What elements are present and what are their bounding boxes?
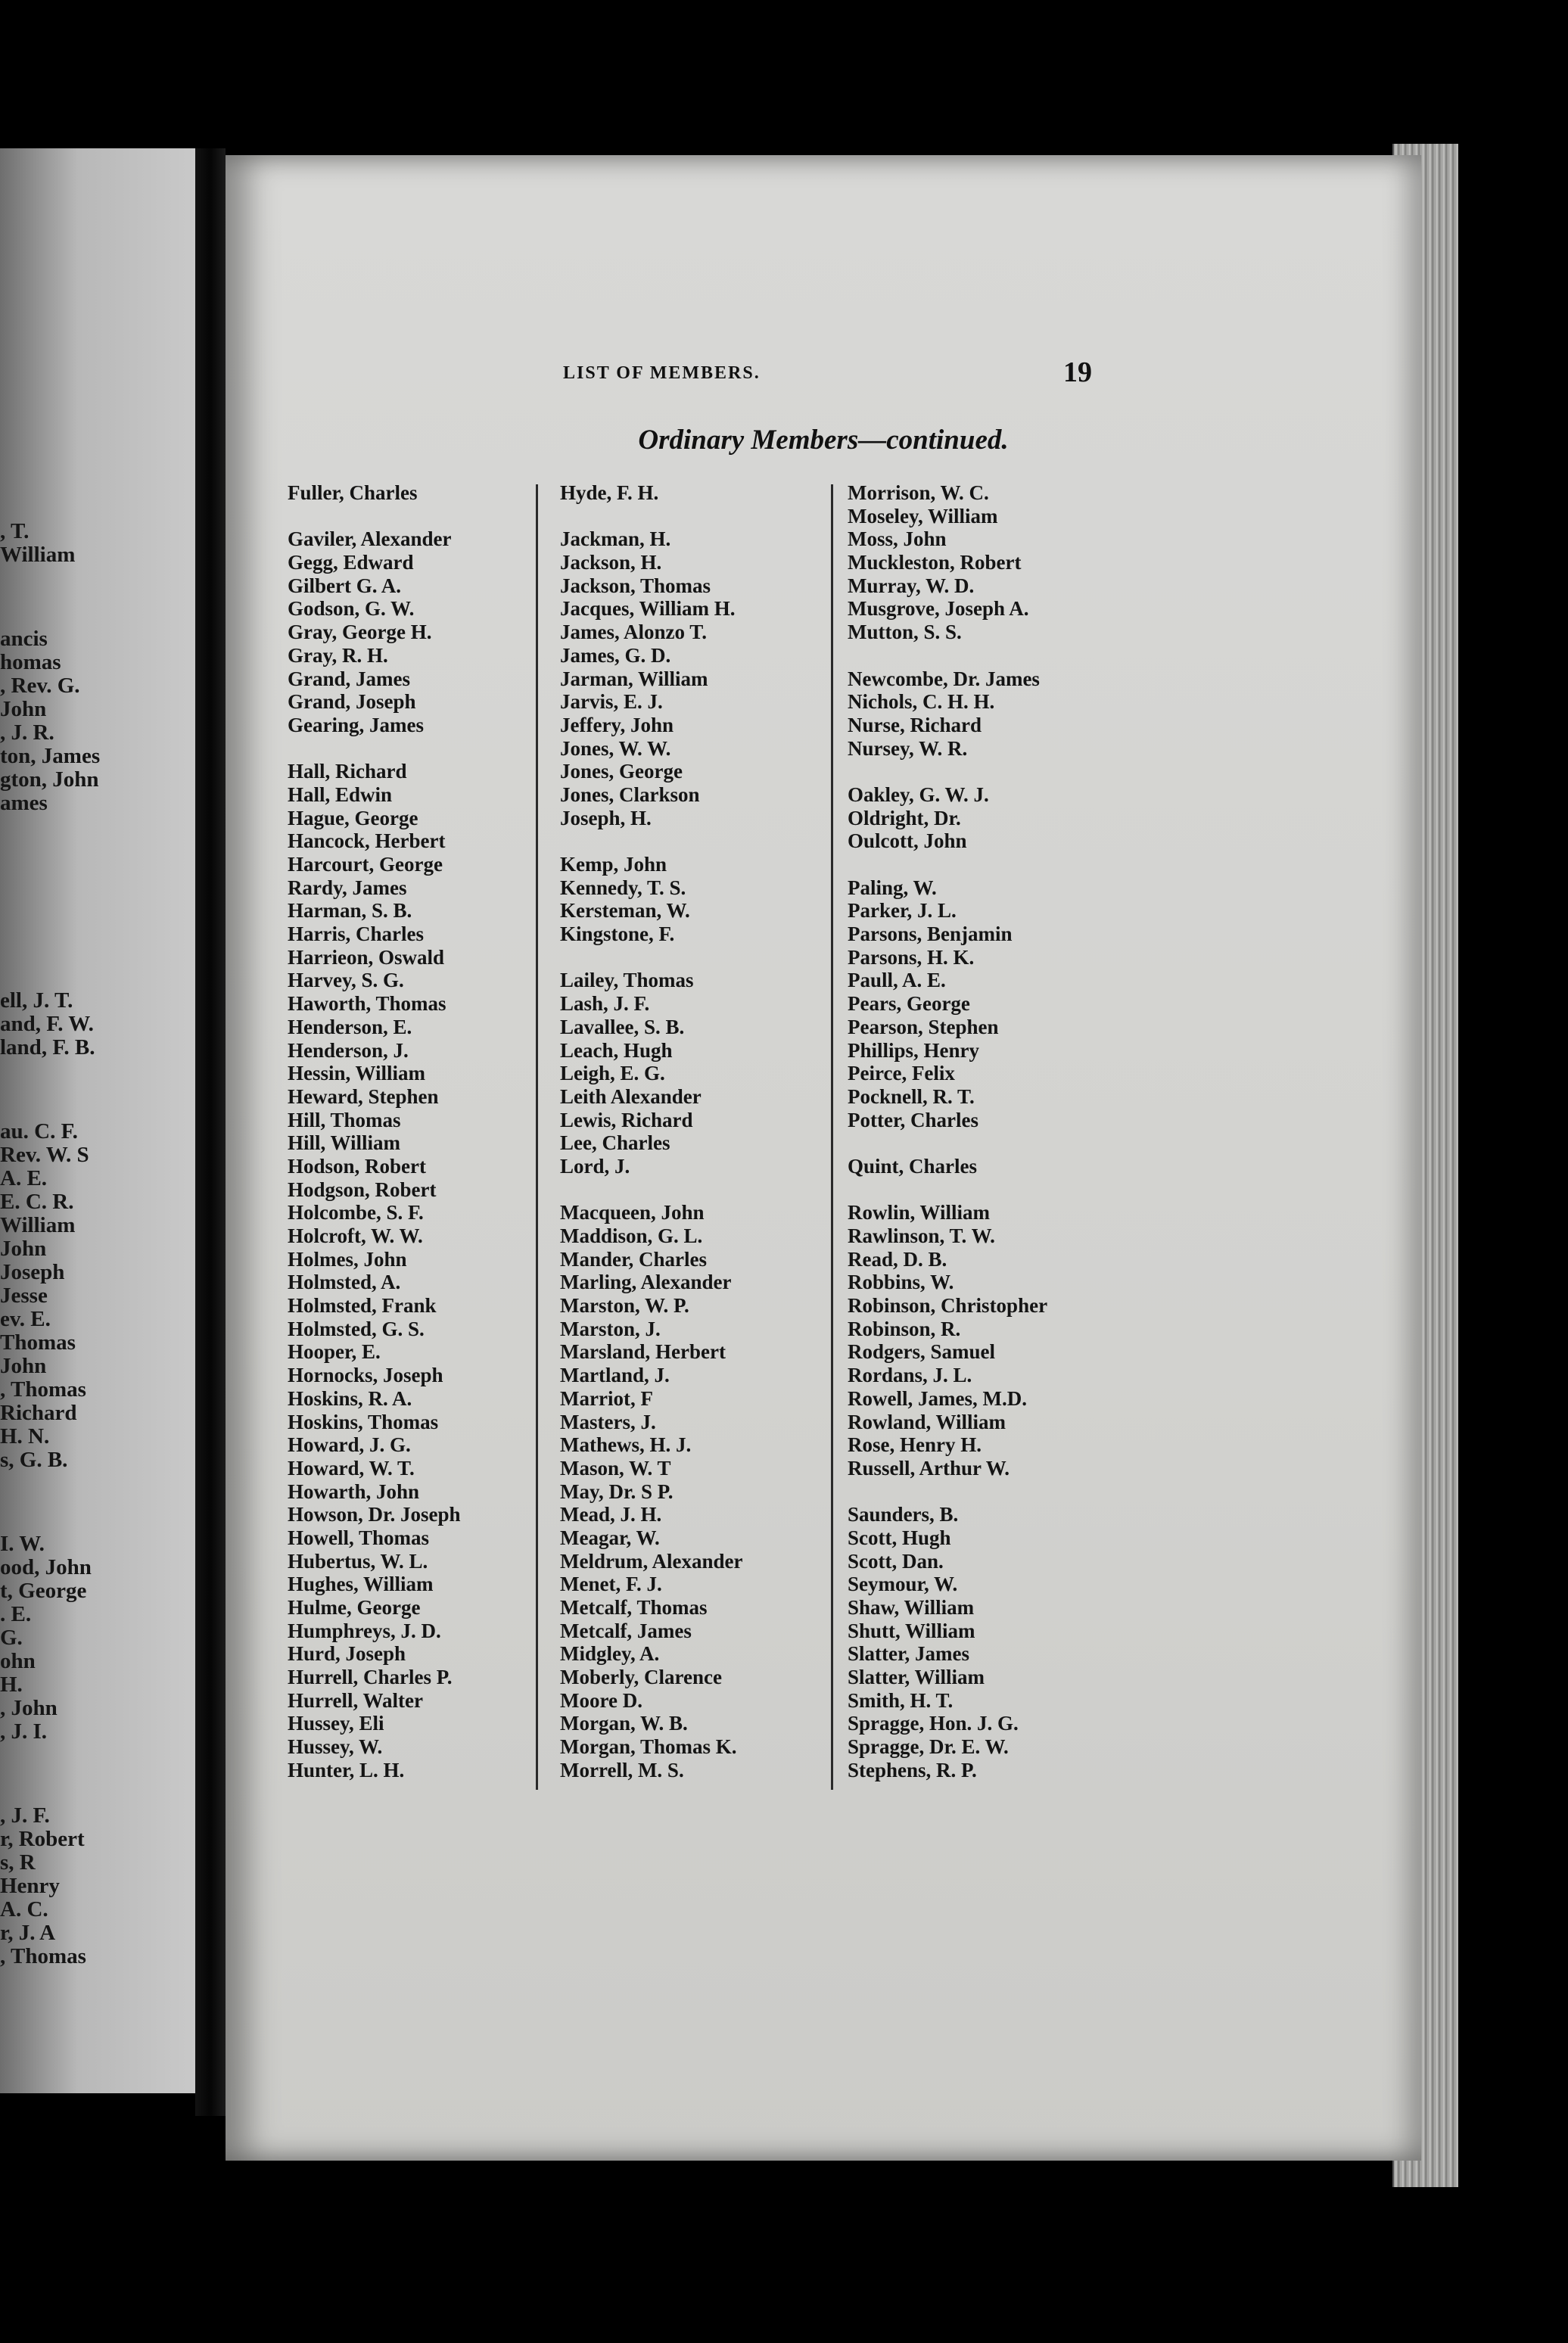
member-entry: Mathews, H. J. [560,1433,692,1457]
left-page-fragment: ames [0,791,48,815]
member-entry: Jarman, William [560,667,708,690]
member-entry: Fuller, Charles [288,481,418,504]
member-entry: Lailey, Thomas [560,969,694,992]
member-entry: Hessin, William [288,1062,426,1085]
member-entry: Grand, Joseph [288,690,416,714]
member-entry: Hussey, W. [288,1735,383,1759]
member-entry: Harrieon, Oswald [288,945,444,969]
member-entry: Spragge, Dr. E. W. [848,1735,1009,1759]
member-entry: Jacques, William H. [560,597,736,621]
member-entry: Midgley, A. [560,1642,660,1666]
member-entry: Hall, Richard [288,760,407,783]
section-gap [560,1178,742,1202]
member-entry: Hoskins, Thomas [288,1410,439,1433]
member-entry: Metcalf, James [560,1619,692,1642]
member-entry: Masters, J. [560,1410,656,1433]
section-gap [560,505,742,528]
left-page-fragment: r, J. A [0,1921,56,1945]
left-page-fragment: , J. F. [0,1803,50,1828]
left-page-fragment: homas [0,650,61,674]
member-entry: Hurrell, Walter [288,1688,423,1712]
member-entry: Jeffery, John [560,713,674,736]
member-entry: Hodson, Robert [288,1154,427,1178]
member-entry: Howson, Dr. Joseph [288,1503,461,1526]
member-entry: Leigh, E. G. [560,1062,665,1085]
member-entry: Humphreys, J. D. [288,1619,441,1642]
left-page [0,148,195,2093]
left-page-fragment: Richard [0,1401,77,1425]
member-entry: Parsons, H. K. [848,945,975,969]
member-entry: Hodgson, Robert [288,1178,437,1201]
left-page-fragment: Joseph [0,1260,65,1284]
member-entry: Kersteman, W. [560,899,690,923]
member-entry: Rodgers, Samuel [848,1340,995,1364]
left-page-fragment: I. W. [0,1532,45,1556]
left-page-fragment: gton, John [0,767,99,792]
member-entry: Leach, Hugh [560,1038,673,1062]
left-page-fragment: , John [0,1696,58,1720]
member-entry: Henderson, J. [288,1038,409,1062]
book-gutter [195,148,226,2116]
member-entry: Hyde, F. H. [560,481,659,504]
left-page-fragment: John [0,1237,47,1261]
member-entry: Gray, R. H. [288,643,388,667]
left-page-fragment: A. C. [0,1897,48,1921]
member-entry: Nursey, W. R. [848,736,968,760]
section-gap [848,1178,1047,1202]
left-page-fragment: A. E. [0,1166,48,1190]
member-column-3 [848,481,1047,1782]
member-entry: Newcombe, Dr. James [848,667,1040,690]
member-entry: Scott, Hugh [848,1526,951,1549]
member-entry: Marriot, F [560,1386,653,1410]
member-entry: Holcombe, S. F. [288,1201,424,1224]
member-entry: Moberly, Clarence [560,1666,722,1689]
member-entry: Paling, W. [848,876,937,899]
member-entry: Parker, J. L. [848,899,957,923]
member-entry: Scott, Dan. [848,1549,944,1573]
member-entry: Lord, J. [560,1154,630,1178]
member-entry: Jarvis, E. J. [560,690,663,714]
member-entry: Jackson, H. [560,551,662,574]
member-entry: Kemp, John [560,853,667,876]
member-entry: Mutton, S. S. [848,621,962,644]
member-entry: Hoskins, R. A. [288,1386,412,1410]
left-page-fragment: and, F. W. [0,1012,94,1036]
member-entry: Haworth, Thomas [288,992,446,1016]
member-entry: Nichols, C. H. H. [848,690,995,714]
member-entry: Robinson, R. [848,1317,961,1340]
left-page-fragment: ev. E. [0,1307,51,1331]
member-entry: Stephens, R. P. [848,1758,977,1781]
member-entry: Rawlinson, T. W. [848,1224,995,1247]
member-entry: Holmes, John [288,1247,407,1271]
member-entry: Morgan, Thomas K. [560,1735,737,1759]
member-entry: Shaw, William [848,1596,975,1619]
member-entry: Kingstone, F. [560,923,675,946]
member-entry: Jackman, H. [560,527,671,551]
left-page-fragment: ell, J. T. [0,988,73,1013]
member-entry: Morgan, W. B. [560,1712,688,1735]
member-entry: Rowell, James, M.D. [848,1386,1027,1410]
member-entry: Rordans, J. L. [848,1364,972,1387]
member-entry: Gaviler, Alexander [288,527,452,551]
left-page-fragment: ood, John [0,1555,92,1579]
left-page-fragment: , T. [0,519,30,543]
member-entry: Joseph, H. [560,806,652,829]
left-page-fragment: s, R [0,1850,36,1875]
member-entry: Hague, George [288,806,418,829]
section-gap [848,760,1047,783]
member-entry: Oulcott, John [848,829,967,853]
member-entry: Howard, W. T. [288,1456,415,1480]
member-entry: James, G. D. [560,643,671,667]
member-entry: Paull, A. E. [848,969,946,992]
member-entry: Parsons, Benjamin [848,923,1013,946]
member-entry: Rardy, James [288,876,407,899]
left-page-fragment: au. C. F. [0,1119,78,1143]
left-page-fragment: G. [0,1626,23,1650]
member-entry: Lavallee, S. B. [560,1015,685,1038]
member-entry: Godson, G. W. [288,597,415,621]
running-head: LIST OF MEMBERS. [563,363,761,383]
section-gap [848,644,1047,667]
member-entry: Lee, Charles [560,1131,670,1155]
member-entry: Macqueen, John [560,1201,705,1224]
section-gap [560,946,742,969]
member-entry: Spragge, Hon. J. G. [848,1712,1019,1735]
member-entry: Jones, W. W. [560,736,671,760]
member-entry: Saunders, B. [848,1503,959,1526]
member-entry: Pears, George [848,992,970,1016]
left-page-fragment: , Rev. G. [0,674,80,698]
member-entry: Hurrell, Charles P. [288,1666,453,1689]
member-entry: Moore D. [560,1688,642,1712]
member-entry: Heward, Stephen [288,1084,439,1108]
member-entry: Quint, Charles [848,1154,978,1178]
section-title: Ordinary Members—continued. [638,425,1009,456]
member-entry: Holmsted, Frank [288,1294,437,1318]
member-entry: Hubertus, W. L. [288,1549,428,1573]
member-entry: Jackson, Thomas [560,574,711,597]
member-entry: Muckleston, Robert [848,551,1022,574]
section-gap [848,1131,1047,1155]
member-column-1 [288,481,461,1782]
member-entry: Menet, F. J. [560,1573,662,1596]
left-page-fragment: , J. I. [0,1719,48,1744]
member-entry: Oakley, G. W. J. [848,783,989,806]
member-entry: Moss, John [848,527,947,551]
left-page-fragment: John [0,697,47,721]
member-entry: Marling, Alexander [560,1271,732,1294]
member-entry: Metcalf, Thomas [560,1596,708,1619]
member-entry: Lewis, Richard [560,1108,693,1131]
member-entry: Meldrum, Alexander [560,1549,743,1573]
member-entry: Meagar, W. [560,1526,660,1549]
member-entry: Hurd, Joseph [288,1642,406,1666]
member-entry: Shutt, William [848,1619,975,1642]
member-entry: Gearing, James [288,713,424,736]
member-entry: Phillips, Henry [848,1038,980,1062]
left-page-fragment: , Thomas [0,1377,86,1402]
left-page-fragment: r, Robert [0,1827,85,1851]
member-entry: Hill, William [288,1131,401,1155]
member-entry: Smith, H. T. [848,1688,954,1712]
member-entry: Rowlin, William [848,1201,991,1224]
left-page-fragment: Jesse [0,1284,48,1308]
member-entry: Holmsted, G. S. [288,1317,425,1340]
left-page-fragment: ancis [0,627,48,651]
member-entry: Harman, S. B. [288,899,412,923]
member-entry: Nurse, Richard [848,713,982,736]
member-entry: Hunter, L. H. [288,1758,405,1781]
page-number: 19 [1063,356,1092,388]
member-entry: Gegg, Edward [288,551,414,574]
left-page-fragment: ton, James [0,744,101,768]
member-entry: Hulme, George [288,1596,421,1619]
section-gap [848,1480,1047,1504]
left-page-fragment: H. N. [0,1424,50,1448]
member-entry: Hall, Edwin [288,783,393,806]
column-rule [831,484,833,1790]
member-entry: Russell, Arthur W. [848,1456,1010,1480]
left-page-fragment: H. [0,1672,23,1697]
member-entry: Mason, W. T [560,1456,671,1480]
member-entry: Hornocks, Joseph [288,1364,443,1387]
member-entry: Peirce, Felix [848,1062,955,1085]
member-entry: Rose, Henry H. [848,1433,982,1457]
member-entry: Gray, George H. [288,621,432,644]
left-page-fragment: . E. [0,1602,32,1626]
member-entry: Murray, W. D. [848,574,975,597]
left-page-fragment: William [0,543,76,567]
member-entry: Leith Alexander [560,1084,702,1108]
member-entry: Hussey, Eli [288,1712,384,1735]
column-rule [536,484,538,1790]
member-entry: Maddison, G. L. [560,1224,703,1247]
left-page-fragment: ohn [0,1649,36,1673]
member-entry: Marston, J. [560,1317,661,1340]
left-page-fragment: Rev. W. S [0,1143,89,1167]
member-entry: Jones, George [560,760,683,783]
member-entry: Hooper, E. [288,1340,381,1364]
member-entry: May, Dr. S P. [560,1480,674,1503]
member-entry: Morrell, M. S. [560,1758,684,1781]
member-entry: Harris, Charles [288,923,424,946]
member-entry: Slatter, William [848,1666,985,1689]
member-entry: Howell, Thomas [288,1526,430,1549]
section-gap [848,853,1047,876]
section-gap [288,505,461,528]
member-entry: Holcroft, W. W. [288,1224,423,1247]
member-entry: Slatter, James [848,1642,969,1666]
member-entry: Musgrove, Joseph A. [848,597,1029,621]
member-entry: Lash, J. F. [560,992,650,1016]
member-entry: Robbins, W. [848,1271,954,1294]
left-page-fragment: s, G. B. [0,1448,68,1472]
member-entry: Rowland, William [848,1410,1006,1433]
member-entry: Hill, Thomas [288,1108,401,1131]
member-entry: Pearson, Stephen [848,1015,999,1038]
left-page-fragment: land, F. B. [0,1035,95,1059]
member-entry: Martland, J. [560,1364,670,1387]
member-entry: Harcourt, George [288,853,443,876]
member-entry: Henderson, E. [288,1015,412,1038]
left-page-fragment: E. C. R. [0,1190,74,1214]
member-entry: Marston, W. P. [560,1294,689,1318]
member-entry: Morrison, W. C. [848,481,989,504]
member-entry: Holmsted, A. [288,1271,401,1294]
member-entry: Howarth, John [288,1480,420,1503]
member-entry: Hughes, William [288,1573,434,1596]
member-entry: Mander, Charles [560,1247,707,1271]
member-entry: Pocknell, R. T. [848,1084,975,1108]
member-entry: Grand, James [288,667,410,690]
member-entry: Gilbert G. A. [288,574,401,597]
member-entry: Robinson, Christopher [848,1294,1048,1318]
member-entry: James, Alonzo T. [560,621,708,644]
member-entry: Mead, J. H. [560,1503,662,1526]
member-column-2 [560,481,742,1782]
member-entry: Howard, J. G. [288,1433,411,1457]
section-gap [288,737,461,761]
left-page-fragment: , J. R. [0,720,54,745]
left-page-fragment: t, George [0,1579,87,1603]
member-entry: Oldright, Dr. [848,806,961,829]
left-page-fragment: , Thomas [0,1944,86,1968]
left-page-fragment: William [0,1213,76,1237]
left-page-fragment: Thomas [0,1330,76,1355]
member-entry: Potter, Charles [848,1108,978,1131]
member-entry: Harvey, S. G. [288,969,404,992]
section-gap [560,829,742,853]
member-entry: Jones, Clarkson [560,783,700,806]
left-page-fragment: Henry [0,1874,60,1898]
member-entry: Hancock, Herbert [288,829,446,853]
member-entry: Moseley, William [848,504,998,527]
member-entry: Seymour, W. [848,1573,958,1596]
member-entry: Kennedy, T. S. [560,876,686,899]
member-entry: Marsland, Herbert [560,1340,726,1364]
member-entry: Read, D. B. [848,1247,947,1271]
left-page-fragment: John [0,1354,47,1378]
